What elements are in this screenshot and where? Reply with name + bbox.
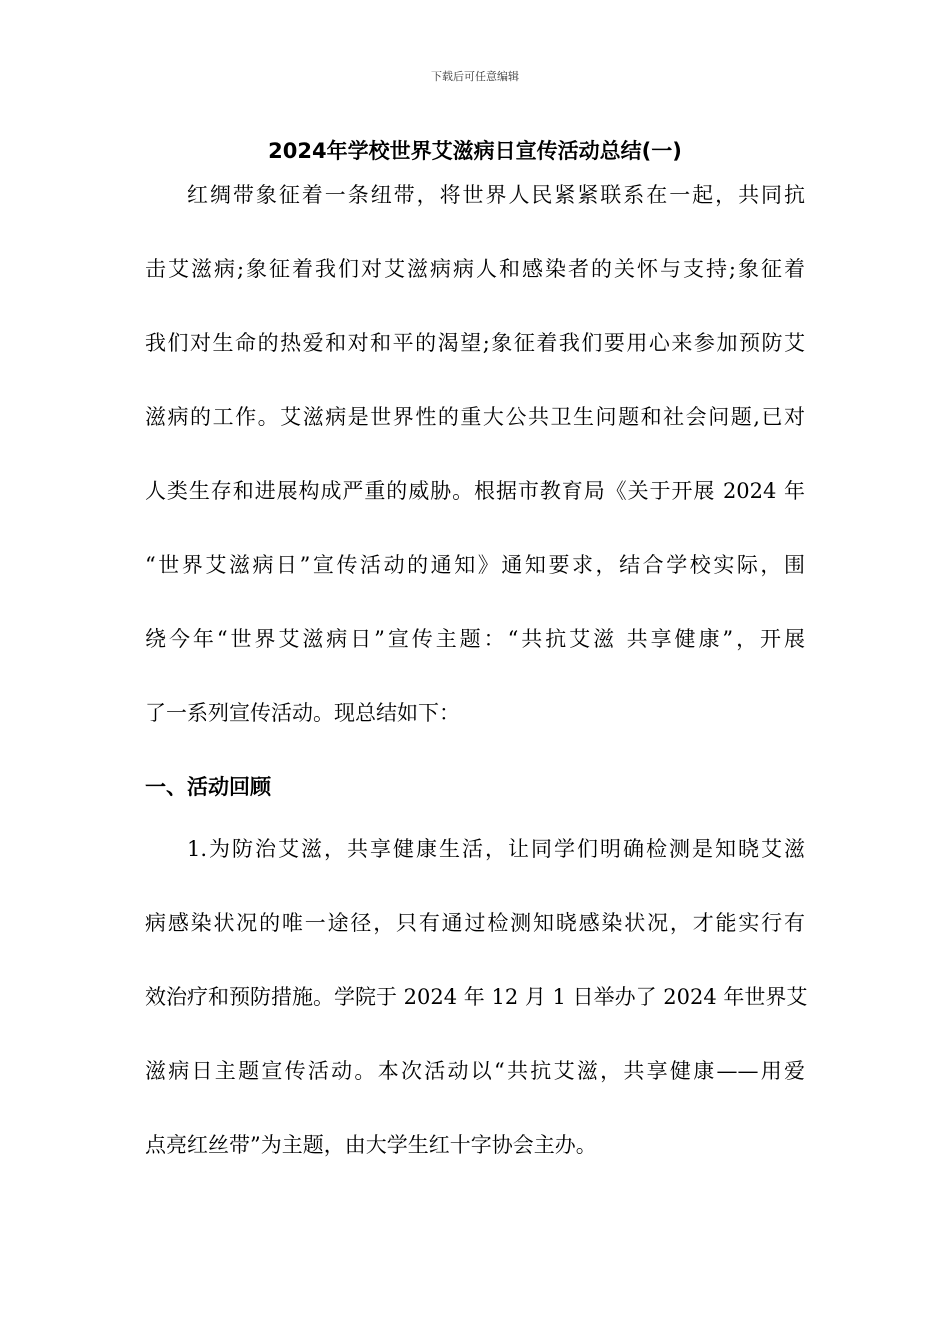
- paragraph-line: “世界艾滋病日”宣传活动的通知》通知要求，结合学校实际，围: [145, 553, 805, 577]
- paragraph-intro: [145, 180, 805, 772]
- paragraph-line: 了一系列宣传活动。现总结如下：: [145, 701, 460, 725]
- paragraph-line: 点亮红丝带”为主题，由大学生红十字协会主办。: [145, 1133, 597, 1157]
- paragraph-line: 人类生存和进展构成严重的威胁。根据市教育局《关于开展 2024 年: [145, 479, 805, 503]
- paragraph-line: 绕今年“世界艾滋病日”宣传主题：“共抗艾滋 共享健康”，开展: [145, 627, 805, 651]
- document-title: 2024年学校世界艾滋病日宣传活动总结(一): [268, 139, 682, 163]
- section-heading: 一、活动回顾: [145, 775, 271, 799]
- paragraph-line: 滋病的工作。艾滋病是世界性的重大公共卫生问题和社会问题,已对: [145, 405, 805, 429]
- paragraph-line: 1.为防治艾滋，共享健康生活，让同学们明确检测是知晓艾滋: [187, 837, 805, 861]
- header-note: 下载后可任意编辑: [431, 70, 519, 83]
- paragraph-line: 病感染状况的唯一途径，只有通过检测知晓感染状况，才能实行有: [145, 911, 805, 935]
- paragraph-line: 红绸带象征着一条纽带，将世界人民紧紧联系在一起，共同抗: [187, 183, 805, 207]
- paragraph-line: 我们对生命的热爱和对和平的渴望;象征着我们要用心来参加预防艾: [145, 331, 805, 355]
- paragraph-line: 滋病日主题宣传活动。本次活动以“共抗艾滋，共享健康——用爱: [145, 1059, 805, 1083]
- paragraph-activity: [145, 834, 808, 1204]
- paragraph-line: 击艾滋病;象征着我们对艾滋病病人和感染者的关怀与支持;象征着: [145, 257, 805, 281]
- paragraph-line: 效治疗和预防措施。学院于 2024 年 12 月 1 日举办了 2024 年世界艾: [145, 985, 808, 1009]
